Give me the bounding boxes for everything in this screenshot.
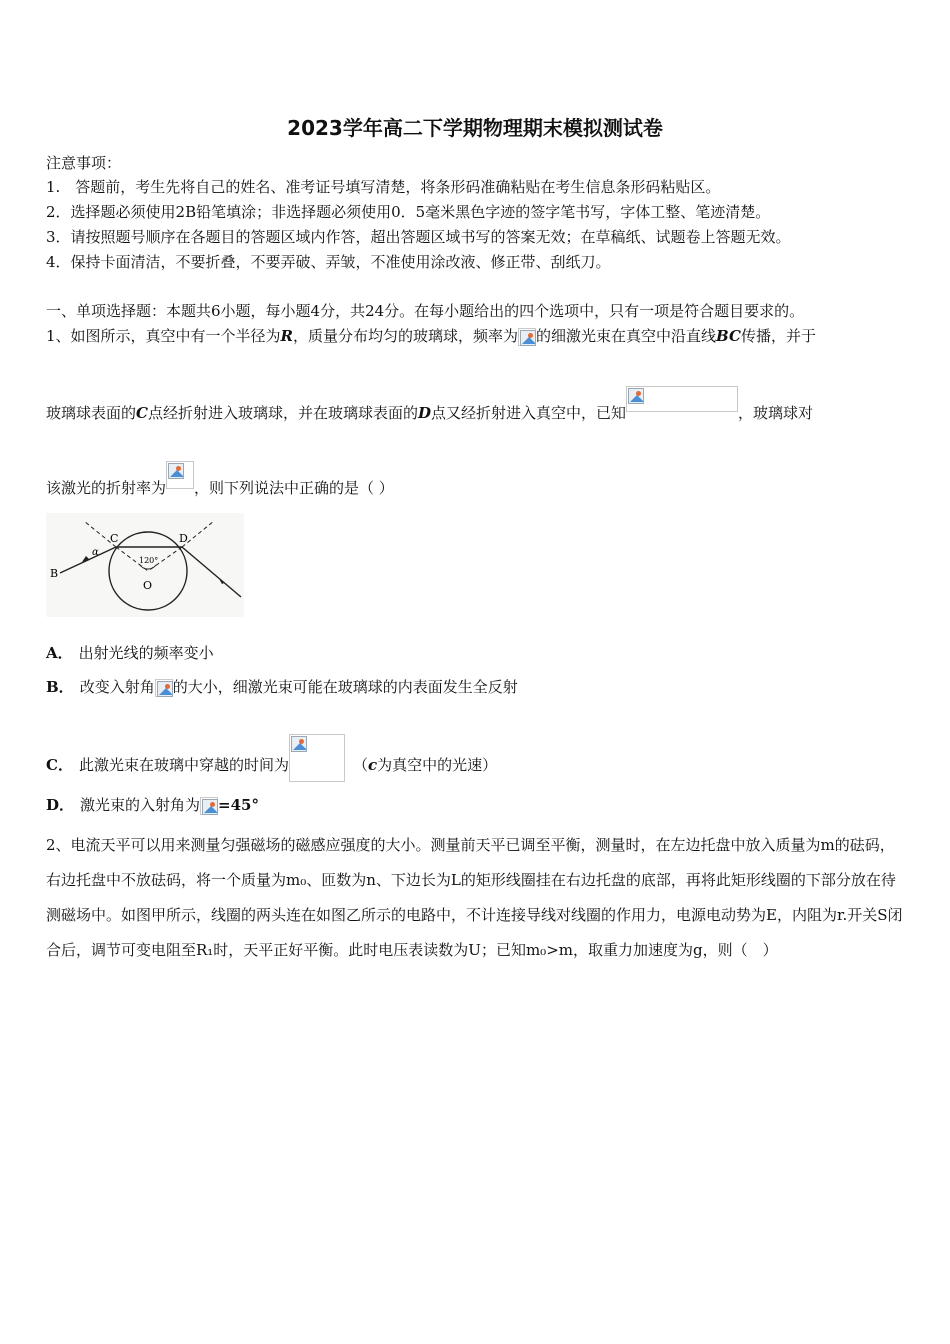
section-heading: 一、单项选择题：本题共6小题，每小题4分，共24分。在每小题给出的四个选项中，只有一项是符合题目要求的。 <box>46 302 805 320</box>
fig-label-O: O <box>143 579 153 592</box>
q1-option-b <box>46 676 518 698</box>
option-text: 出射光线的频率变小 <box>78 644 214 662</box>
q1-text: 该激光的折射率为 <box>46 479 167 497</box>
var-R: R <box>280 327 294 345</box>
fig-label-angle: 120° <box>139 556 159 565</box>
q1-option-d <box>46 794 259 816</box>
option-text: （ <box>352 756 368 774</box>
q1-text: 点经折射进入玻璃球，并在玻璃球表面的 <box>147 404 418 422</box>
fig-label-alpha: α <box>92 547 99 558</box>
broken-image-icon <box>520 330 536 346</box>
q1-text: ，则下列说法中正确的是（ ） <box>194 479 394 497</box>
formula-image-given <box>626 386 738 412</box>
option-label: D． <box>46 796 75 814</box>
q1-line-1 <box>46 325 816 347</box>
fig-label-D: D <box>179 532 188 545</box>
q1-text: ，质量分布均匀的玻璃球，频率为 <box>293 327 519 345</box>
q1-text: 点又经折射进入真空中，已知 <box>431 404 627 422</box>
fig-label-C: C <box>110 532 119 545</box>
q1-text: 玻璃球表面的 <box>46 404 137 422</box>
q1-option-c <box>46 734 497 782</box>
q1-text: 1、如图所示，真空中有一个半径为 <box>46 327 281 345</box>
broken-image-icon <box>202 799 218 815</box>
q1-option-a <box>46 642 214 664</box>
option-text: 激光束的入射角为 <box>80 796 201 814</box>
option-label: C． <box>46 756 73 774</box>
var-BC: BC <box>716 327 741 345</box>
var-c: c <box>367 756 378 774</box>
broken-image-icon <box>291 736 307 752</box>
formula-image-refractive-index <box>166 461 194 489</box>
notice-item: 4．保持卡面清洁，不要折叠，不要弄破、弄皱，不准使用涂改液、修正带、刮纸刀。 <box>46 253 611 271</box>
formula-image-alpha <box>155 679 173 697</box>
q1-line-3 <box>46 461 394 499</box>
formula-image-frequency <box>518 328 536 346</box>
q1-text: ，玻璃球对 <box>738 404 814 422</box>
notice-item: 1. 答题前，考生先将自己的姓名、准考证号填写清楚，将条形码准确粘贴在考生信息条形码粘贴区。 <box>46 178 721 196</box>
q1-text: 的细激光束在真空中沿直线 <box>536 327 717 345</box>
page-title: 2023学年高二下学期物理期末模拟测试卷 <box>287 116 663 140</box>
formula-image-time <box>289 734 345 782</box>
broken-image-icon <box>628 388 644 404</box>
option-text: 改变入射角 <box>79 678 155 696</box>
q1-line-2 <box>46 386 813 424</box>
notice-item: 2．选择题必须使用2B铅笔填涂；非选择题必须使用0．5毫米黑色字迹的签字笔书写，字体工整、笔迹清楚。 <box>46 203 771 221</box>
notice-heading: 注意事项： <box>46 154 122 172</box>
q1-text: 传播，并于 <box>740 327 816 345</box>
fig-label-B: B <box>50 567 59 580</box>
broken-image-icon <box>168 463 184 479</box>
var-D: D <box>417 404 431 422</box>
option-text: 的大小，细激光束可能在玻璃球的内表面发生全反射 <box>172 678 518 696</box>
glass-sphere-diagram <box>46 513 244 617</box>
formula-image-alpha <box>200 797 218 815</box>
broken-image-icon <box>157 681 173 697</box>
notice-item: 3．请按照题号顺序在各题目的答题区域内作答，超出答题区域书写的答案无效；在草稿纸、试题卷上答题无效。 <box>46 228 791 246</box>
q2-text: 2、电流天平可以用来测量匀强磁场的磁感应强度的大小。测量前天平已调至平衡，测量时，在左边托盘中放入质量为m的砝码，右边托盘中不放砝码，将一个质量为m₀、匝数为n、下边长为L的矩形线圈挂在右边托盘的底部，再将此矩形线圈的下部分放在待测磁场中。如图甲所示，线圈的两头连在如图乙所示的电路中，不计连接导线对线圈的作用力，电源电动势为E，内阻为r.开关S闭合后，调节可变电阻至R₁时，天平正好平衡。此时电压表读数为U；已知m₀>m，取重力加速度为g，则（ ） <box>46 836 903 959</box>
option-text: 此激光束在玻璃中穿越的时间为 <box>78 756 289 774</box>
var-C: C <box>136 404 148 422</box>
option-text: 为真空中的光速） <box>377 756 498 774</box>
option-label: A． <box>46 644 73 662</box>
option-label: B． <box>46 678 74 696</box>
option-text: =45° <box>218 796 259 814</box>
